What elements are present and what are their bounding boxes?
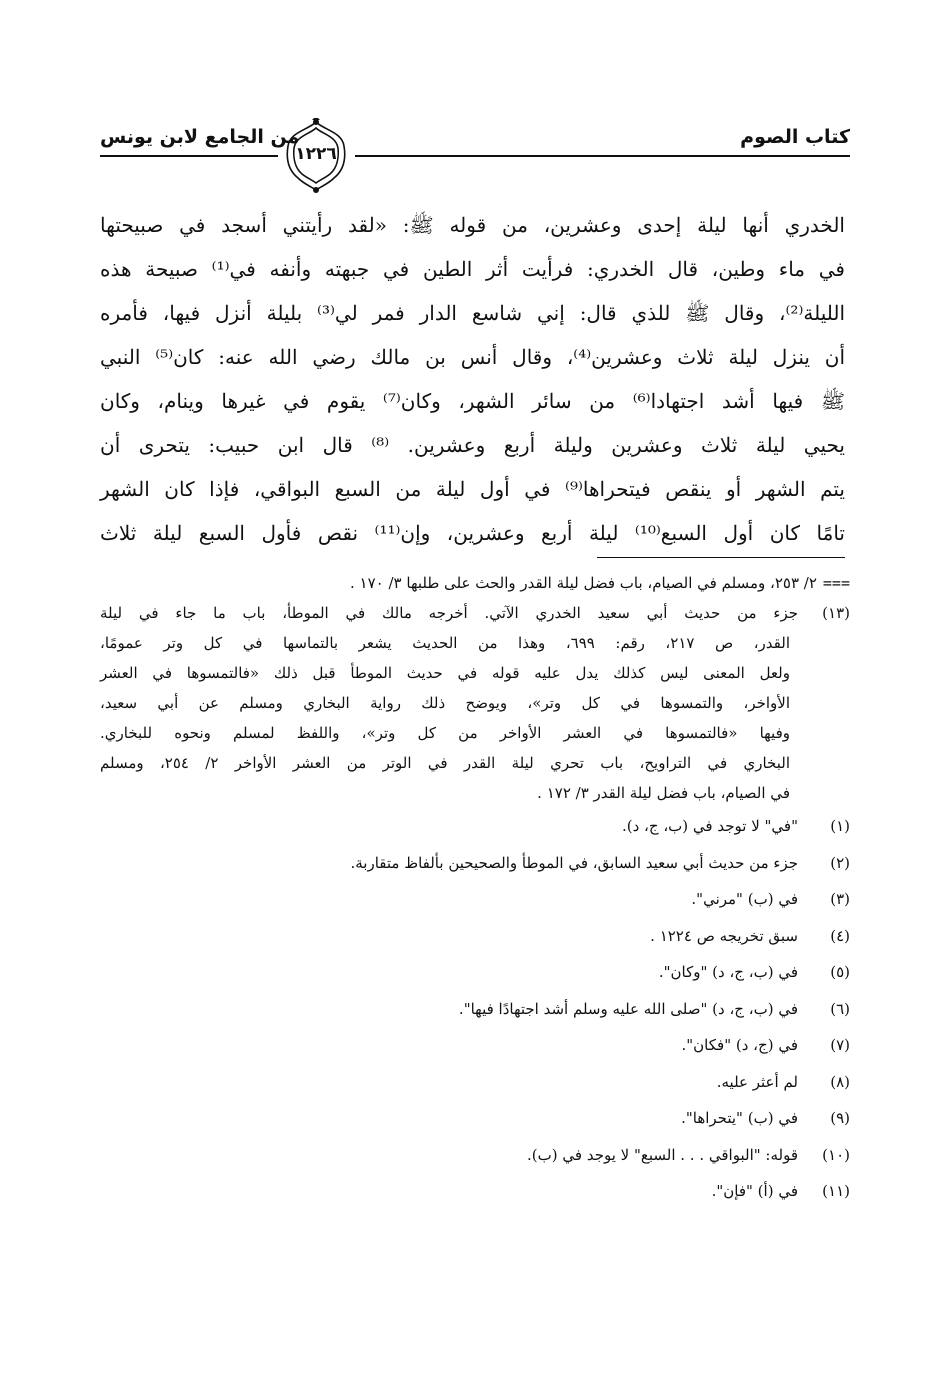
- footnote-separator: [597, 557, 845, 558]
- footnote-text: سبق تخريجه ص ١٢٢٤ .: [650, 926, 798, 945]
- footnote-number: (٥): [830, 963, 850, 981]
- footnote-13-line: [100, 598, 850, 628]
- header-rule-right: [355, 155, 850, 157]
- footnote-item: [100, 918, 850, 955]
- footnote-13-line: البخاري في التراويح، باب تحري ليلة القدر في الوتر من العشر الأواخر ٢/ ٢٥٤، ومسلم: [100, 754, 791, 772]
- footnote-text: في (ج، د) "فكان".: [681, 1036, 798, 1054]
- running-header-source-title: من الجامع لابن يونس: [100, 126, 300, 148]
- text-line: الليلة⁽²⁾، وقال ﷺ للذي قال: إني شاسع الدار فمر لي⁽³⁾ بليلة أنزل فيها، فأمره: [100, 301, 845, 325]
- text-line: في ماء وطين، قال الخدري: فرأيت أثر الطين في جبهته وأنفه في⁽¹⁾ صبيحة هذه: [100, 257, 845, 281]
- footnote-item: [100, 808, 850, 845]
- footnote-text: لم أعثر عليه.: [716, 1072, 798, 1091]
- footnote-number: (٨): [830, 1072, 850, 1091]
- footnote-continuation: [100, 568, 850, 598]
- footnote-continuation-text: ٢/ ٢٥٣، ومسلم في الصيام، باب فضل ليلة القدر والحث على طلبها ٣/ ١٧٠ .: [350, 574, 817, 592]
- footnote-13-text: جزء من حديث أبي سعيد الخدري الآتي. أخرجه مالك في الموطأ، باب ما جاء في ليلة: [100, 604, 798, 622]
- footnote-item: [100, 1100, 850, 1137]
- text-line: يحيي ليلة ثلاث وعشرين وليلة أربع وعشرين. ⁽⁸⁾ قال ابن حبيب: يتحرى أن: [100, 433, 845, 457]
- footnote-number: (٦): [830, 999, 850, 1018]
- footnote-number: (١١): [822, 1182, 850, 1200]
- footnote-item: [100, 1137, 850, 1174]
- footnote-item: [100, 954, 850, 991]
- text-line: تامًا كان أول السبع⁽¹⁰⁾ ليلة أربع وعشرين، وإن⁽¹¹⁾ نقص فأول السبع ليلة ثلاث: [100, 521, 845, 545]
- footnote-13-line: الأواخر، والتمسوها في كل وتر»، ويوضح ذلك رواية البخاري ومسلم عن أبي سعيد،: [100, 694, 790, 712]
- footnote-13-line: ولعل المعنى ليس كذلك يدل عليه قوله في حديث الموطأ قبل ذلك «فالتمسوها في العشر: [100, 664, 790, 682]
- footnotes: [100, 568, 850, 1210]
- footnote-number: (٣): [830, 890, 850, 908]
- footnote-item: [100, 1064, 850, 1101]
- footnote-item: [100, 991, 850, 1028]
- footnote-text: في (ب، ج، د) "وكان".: [658, 963, 798, 981]
- text-line: يتم الشهر أو ينقص فيتحراها⁽⁹⁾ في أول ليلة من السبع البواقي، فإذا كان الشهر: [100, 477, 845, 501]
- footnote-item: [100, 1027, 850, 1064]
- footnote-number: (٢): [830, 853, 850, 872]
- footnote-text: "في" لا توجد في (ب، ج، د).: [621, 817, 798, 835]
- header-rule-left: [100, 155, 278, 157]
- text-line: الخدري أنها ليلة إحدى وعشرين، من قوله ﷺ: «لقد رأيتني أسجد في صبيحتها: [100, 213, 845, 237]
- page-number: ١٢٢٦: [295, 144, 337, 164]
- footnote-text: جزء من حديث أبي سعيد السابق، في الموطأ والصحيحين بألفاظ متقاربة.: [350, 853, 798, 872]
- text-line: ﷺ فيها أشد اجتهادا⁽⁶⁾ من سائر الشهر، وكان⁽⁷⁾ يقوم في غيرها وينام، وكان: [100, 389, 845, 413]
- footnote-item: [100, 845, 850, 882]
- footnote-number: (٩): [830, 1109, 850, 1127]
- footnote-text: قوله: "البواقي . . . السبع" لا يوجد في (ب).: [527, 1145, 798, 1164]
- footnote-item: [100, 1173, 850, 1210]
- footnote-text: في (أ) "فإن".: [711, 1182, 798, 1200]
- main-text: [100, 203, 845, 555]
- footnote-number: (٤): [830, 926, 850, 945]
- footnote-number: (١): [830, 817, 850, 835]
- footnote-13-line: وفيها «فالتمسوها في العشر الأواخر من كل وتر»، واللفظ لمسلم ونحوه للبخاري.: [100, 724, 790, 742]
- footnote-number: (٧): [830, 1036, 850, 1054]
- footnote-number: (١٣): [822, 604, 850, 622]
- footnote-text: في (ب، ج، د) "صلى الله عليه وسلم أشد اجتهادًا فيها".: [458, 999, 798, 1018]
- running-header-book-title: كتاب الصوم: [740, 126, 850, 148]
- footnote-item: [100, 881, 850, 918]
- continuation-mark: ===: [822, 574, 850, 592]
- footnote-text: في (ب) "مرني".: [691, 890, 798, 908]
- footnote-13-line: في الصيام، باب فضل ليلة القدر ٣/ ١٧٢ .: [537, 784, 790, 802]
- footnote-number: (١٠): [822, 1145, 850, 1164]
- text-line: أن ينزل ليلة ثلاث وعشرين⁽⁴⁾، وقال أنس بن مالك رضي الله عنه: كان⁽⁵⁾ النبي: [100, 345, 846, 369]
- footnote-13-line: القدر، ص ٢١٧، رقم: ٦٩٩، وهذا من الحديث يشعر بالتماسها في كل وتر عمومًا،: [100, 634, 790, 652]
- footnote-text: في (ب) "يتحراها".: [681, 1109, 798, 1127]
